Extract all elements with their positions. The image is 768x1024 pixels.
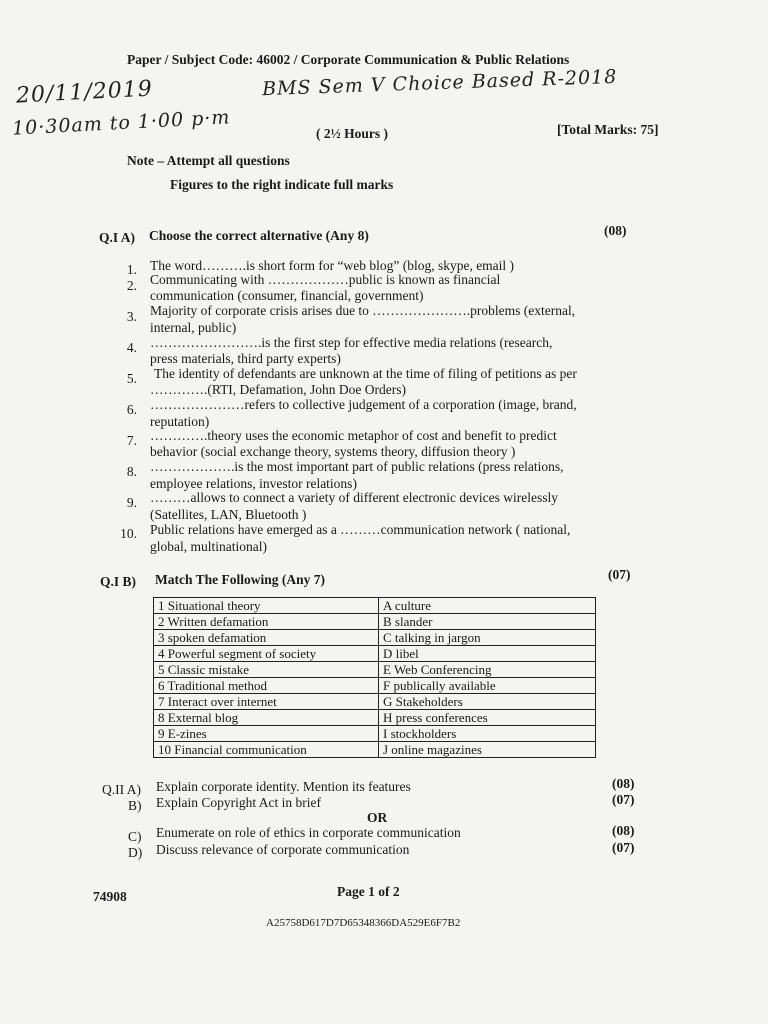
q1a-label: Q.I A) bbox=[99, 230, 136, 245]
match-left: 2 Written defamation bbox=[154, 614, 379, 630]
q1a-item-6-num: 6. bbox=[126, 402, 137, 417]
q1a-item-1: The word……….is short form for “web blog” (blog, skype, email ) bbox=[150, 258, 515, 273]
table-row bbox=[154, 662, 596, 678]
table-row bbox=[154, 742, 596, 758]
match-left: 7 Interact over internet bbox=[154, 694, 379, 710]
table-row bbox=[154, 614, 596, 630]
match-right: G Stakeholders bbox=[379, 694, 596, 710]
match-right: H press conferences bbox=[379, 710, 596, 726]
q1a-item-9-num: 9. bbox=[126, 495, 137, 510]
q1a-item-3-num: 3. bbox=[126, 309, 137, 324]
page-number: Page 1 of 2 bbox=[337, 884, 400, 899]
match-left: 3 spoken defamation bbox=[154, 630, 379, 646]
handwritten-course: BMS Sem V Choice Based R-2018 bbox=[261, 65, 618, 101]
note: Note – Attempt all questions bbox=[127, 153, 290, 168]
match-left: 5 Classic mistake bbox=[154, 662, 379, 678]
q1a-item-8-num: 8. bbox=[126, 464, 137, 479]
match-right: I stockholders bbox=[379, 726, 596, 742]
q1b-marks: (07) bbox=[608, 567, 631, 582]
q2b-marks: (07) bbox=[612, 792, 635, 807]
match-right: C talking in jargon bbox=[379, 630, 596, 646]
q1a-item-7: ………….theory uses the economic metaphor of cost and benefit to predict bbox=[150, 428, 557, 443]
q1a-title: Choose the correct alternative (Any 8) bbox=[149, 228, 369, 243]
figures-note: Figures to the right indicate full marks bbox=[170, 177, 394, 192]
table-row bbox=[154, 726, 596, 742]
q2d-label: D) bbox=[128, 845, 143, 860]
q1a-item-10-num: 10. bbox=[120, 526, 137, 541]
handwritten-date: 20/11/2019 bbox=[15, 76, 154, 109]
q1a-item-4-cont: press materials, third party experts) bbox=[150, 351, 341, 366]
q1a-item-6: …………………refers to collective judgement of a corporation (image, brand, bbox=[150, 397, 577, 412]
match-right: D libel bbox=[379, 646, 596, 662]
q2c-marks: (08) bbox=[612, 823, 635, 838]
handwritten-time: 10·30am to 1·00 p·m bbox=[11, 106, 231, 140]
q2a-text: Explain corporate identity. Mention its features bbox=[156, 779, 411, 794]
q1a-item-7-cont: behavior (social exchange theory, systems theory, diffusion theory ) bbox=[150, 444, 516, 459]
match-left: 9 E-zines bbox=[154, 726, 379, 742]
q1a-item-9-cont: (Satellites, LAN, Bluetooth ) bbox=[150, 507, 307, 522]
q1a-item-4: …………………….is the first step for effective media relations (research, bbox=[150, 335, 553, 350]
q2c-label: C) bbox=[128, 829, 142, 844]
table-row bbox=[154, 598, 596, 614]
match-left: 8 External blog bbox=[154, 710, 379, 726]
paper-title: Paper / Subject Code: 46002 / Corporate Communication & Public Relations bbox=[127, 52, 570, 67]
table-row bbox=[154, 630, 596, 646]
q1a-item-1-num: 1. bbox=[126, 262, 137, 277]
q1a-item-5: The identity of defendants are unknown at the time of filing of petitions as per bbox=[154, 366, 577, 381]
q1a-item-2-cont: communication (consumer, financial, government) bbox=[150, 288, 424, 303]
match-right: E Web Conferencing bbox=[379, 662, 596, 678]
paper-code: 74908 bbox=[93, 889, 127, 904]
q2d-marks: (07) bbox=[612, 840, 635, 855]
match-right: J online magazines bbox=[379, 742, 596, 758]
total-marks: [Total Marks: 75] bbox=[557, 122, 659, 137]
match-left: 4 Powerful segment of society bbox=[154, 646, 379, 662]
q1b-title: Match The Following (Any 7) bbox=[155, 572, 326, 587]
q2a-marks: (08) bbox=[612, 776, 635, 791]
q1a-item-5-cont: ………….(RTI, Defamation, John Doe Orders) bbox=[150, 382, 407, 397]
match-table bbox=[153, 597, 596, 758]
q1a-item-4-num: 4. bbox=[126, 340, 137, 355]
q1a-item-2: Communicating with ………………public is known as financial bbox=[150, 272, 501, 287]
q2a-label: Q.II A) bbox=[102, 782, 141, 797]
exam-duration: ( 2½ Hours ) bbox=[316, 126, 388, 141]
q1a-item-7-num: 7. bbox=[126, 433, 137, 448]
q2c-text: Enumerate on role of ethics in corporate communication bbox=[156, 825, 461, 840]
q1a-item-6-cont: reputation) bbox=[150, 414, 210, 429]
q2b-text: Explain Copyright Act in brief bbox=[156, 795, 321, 810]
q2b-label: B) bbox=[128, 798, 142, 813]
table-row bbox=[154, 646, 596, 662]
q1a-item-9: ………allows to connect a variety of different electronic devices wirelessly bbox=[150, 490, 558, 505]
match-left: 1 Situational theory bbox=[154, 598, 379, 614]
q1a-marks: (08) bbox=[604, 223, 627, 238]
q1a-item-3-cont: internal, public) bbox=[150, 320, 237, 335]
q1a-item-2-num: 2. bbox=[126, 278, 137, 293]
q1b-label: Q.I B) bbox=[100, 574, 137, 589]
q1a-item-8: ……………….is the most important part of public relations (press relations, bbox=[150, 459, 564, 474]
match-right: F publically available bbox=[379, 678, 596, 694]
match-left: 6 Traditional method bbox=[154, 678, 379, 694]
q1a-item-3: Majority of corporate crisis arises due to ………………….problems (external, bbox=[150, 303, 576, 318]
table-row bbox=[154, 678, 596, 694]
match-left: 10 Financial communication bbox=[154, 742, 379, 758]
match-right: B slander bbox=[379, 614, 596, 630]
q1a-item-5-num: 5. bbox=[126, 371, 137, 386]
document-hash: A25758D617D7D65348366DA529E6F7B2 bbox=[266, 917, 461, 929]
table-row bbox=[154, 710, 596, 726]
match-right: A culture bbox=[379, 598, 596, 614]
q2d-text: Discuss relevance of corporate communication bbox=[156, 842, 410, 857]
q1a-item-10: Public relations have emerged as a ………communication network ( national, bbox=[150, 522, 571, 537]
q1a-item-8-cont: employee relations, investor relations) bbox=[150, 476, 357, 491]
or-divider: OR bbox=[367, 810, 388, 825]
q1a-item-10-cont: global, multinational) bbox=[150, 539, 267, 554]
table-row bbox=[154, 694, 596, 710]
